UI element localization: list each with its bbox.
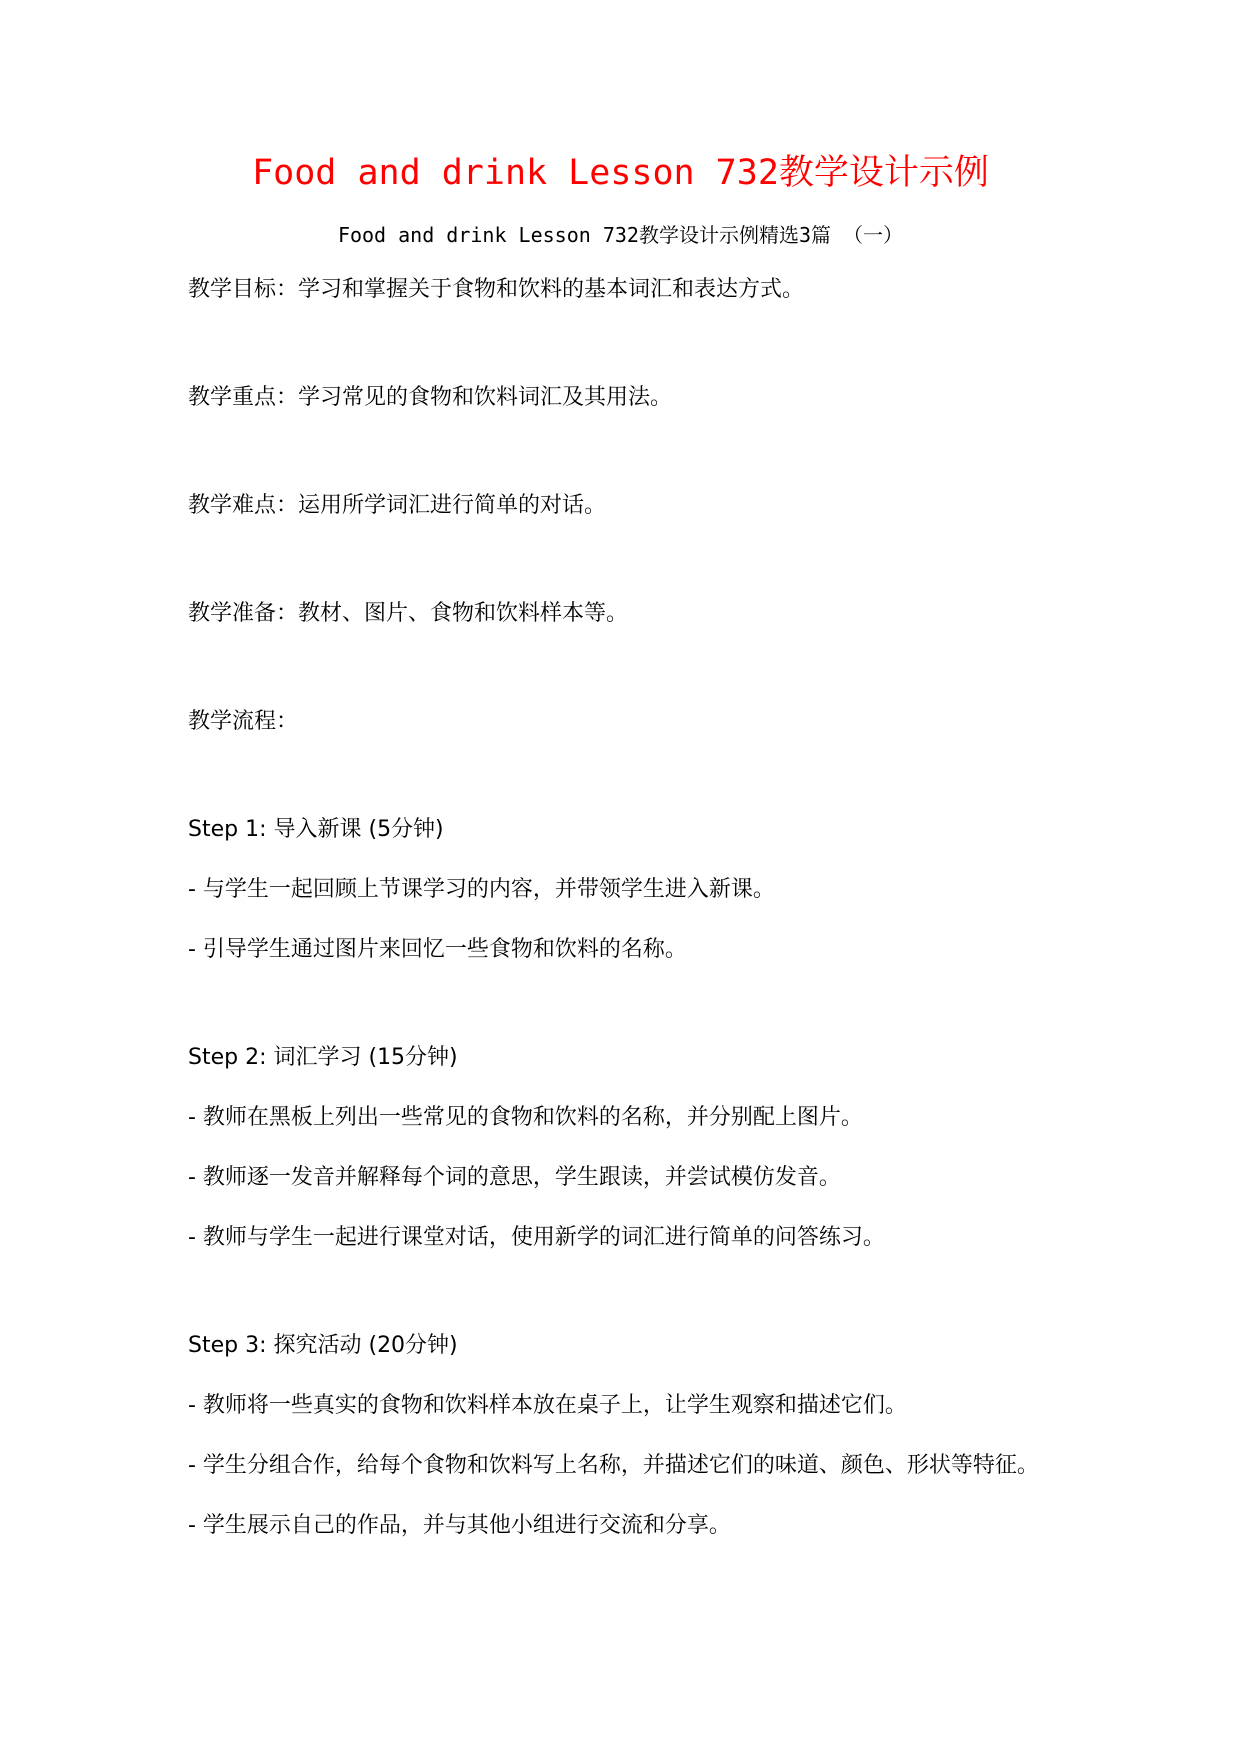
teaching-preparation: 教学准备：教材、图片、食物和饮料样本等。 <box>188 601 629 626</box>
step-3-heading: Step 3: 探究活动 (20分钟) <box>188 1333 458 1358</box>
step-3-item: - 学生分组合作，给每个食物和饮料写上名称，并描述它们的味道、颜色、形状等特征。 <box>188 1453 1039 1478</box>
step-3-item: - 教师将一些真实的食物和饮料样本放在桌子上，让学生观察和描述它们。 <box>188 1393 907 1418</box>
step-2-item: - 教师与学生一起进行课堂对话，使用新学的词汇进行简单的问答练习。 <box>188 1225 885 1250</box>
teaching-focus: 教学重点：学习常见的食物和饮料词汇及其用法。 <box>188 385 673 410</box>
step-1-item: - 与学生一起回顾上节课学习的内容，并带领学生进入新课。 <box>188 877 775 902</box>
teaching-process-heading: 教学流程： <box>188 709 299 734</box>
teaching-difficulty: 教学难点：运用所学词汇进行简单的对话。 <box>188 493 607 518</box>
step-2-heading: Step 2: 词汇学习 (15分钟) <box>188 1045 458 1070</box>
document-subtitle: Food and drink Lesson 732教学设计示例精选3篇 （一） <box>337 223 904 247</box>
step-2-item: - 教师在黑板上列出一些常见的食物和饮料的名称，并分别配上图片。 <box>188 1105 863 1130</box>
step-1-heading: Step 1: 导入新课 (5分钟) <box>188 817 444 842</box>
document-title: Food and drink Lesson 732教学设计示例 <box>252 153 989 193</box>
step-1-item: - 引导学生通过图片来回忆一些食物和饮料的名称。 <box>188 937 687 962</box>
teaching-objective: 教学目标：学习和掌握关于食物和饮料的基本词汇和表达方式。 <box>188 277 805 302</box>
step-2-item: - 教师逐一发音并解释每个词的意思，学生跟读，并尝试模仿发音。 <box>188 1165 841 1190</box>
step-3-item: - 学生展示自己的作品，并与其他小组进行交流和分享。 <box>188 1513 731 1538</box>
